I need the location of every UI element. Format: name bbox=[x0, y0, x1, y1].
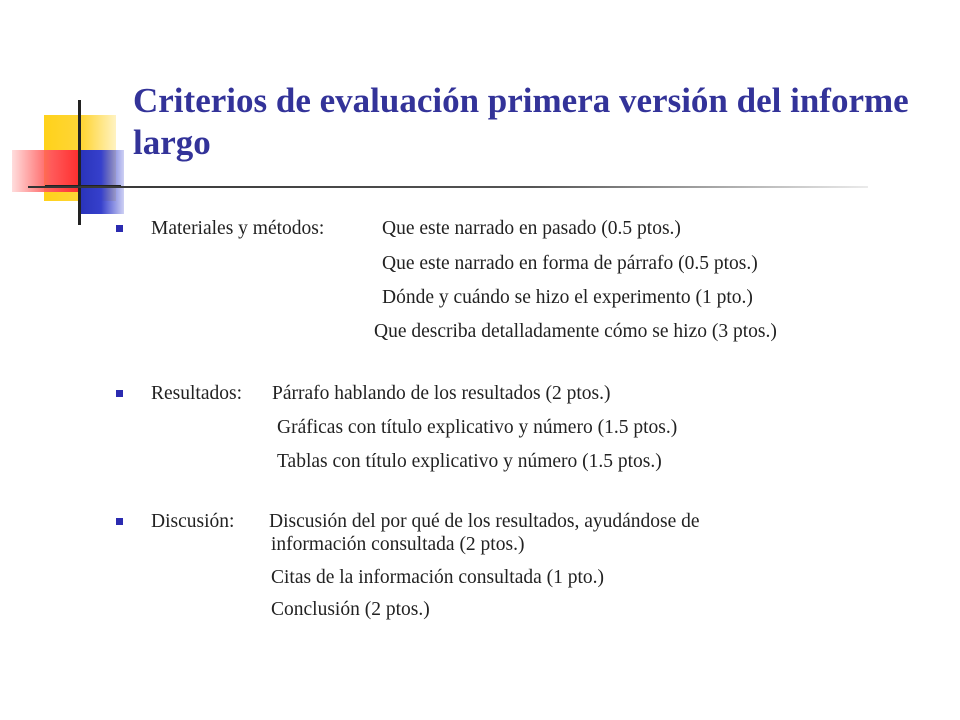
resultados-item-1: Párrafo hablando de los resultados (2 ptos.) bbox=[272, 383, 611, 404]
bullet-icon bbox=[116, 518, 123, 525]
materiales-item-3: Dónde y cuándo se hizo el experimento (1 pto.) bbox=[382, 287, 753, 308]
bullet-icon bbox=[116, 225, 123, 232]
resultados-item-2: Gráficas con título explicativo y número (1.5 ptos.) bbox=[277, 417, 678, 438]
bullet-icon bbox=[116, 390, 123, 397]
slide-title: Criterios de evaluación primera versión del informe largo bbox=[133, 81, 909, 162]
discusion-item-1: Discusión del por qué de los resultados, ayudándose de bbox=[269, 511, 700, 532]
section-heading-materiales: Materiales y métodos: bbox=[151, 218, 325, 239]
section-heading-resultados: Resultados: bbox=[151, 383, 242, 404]
discusion-item-3: Conclusión (2 ptos.) bbox=[271, 599, 430, 620]
section-heading-discusion: Discusión: bbox=[151, 511, 235, 532]
materiales-item-2: Que este narrado en forma de párrafo (0.5 ptos.) bbox=[382, 253, 758, 274]
resultados-item-3: Tablas con título explicativo y número (1.5 ptos.) bbox=[277, 451, 662, 472]
materiales-item-4: Que describa detalladamente cómo se hizo (3 ptos.) bbox=[374, 321, 777, 342]
discusion-item-2: Citas de la información consultada (1 pto.) bbox=[271, 567, 605, 588]
materiales-item-1: Que este narrado en pasado (0.5 ptos.) bbox=[382, 218, 681, 239]
discusion-item-1-continued: información consultada (2 ptos.) bbox=[271, 534, 525, 555]
